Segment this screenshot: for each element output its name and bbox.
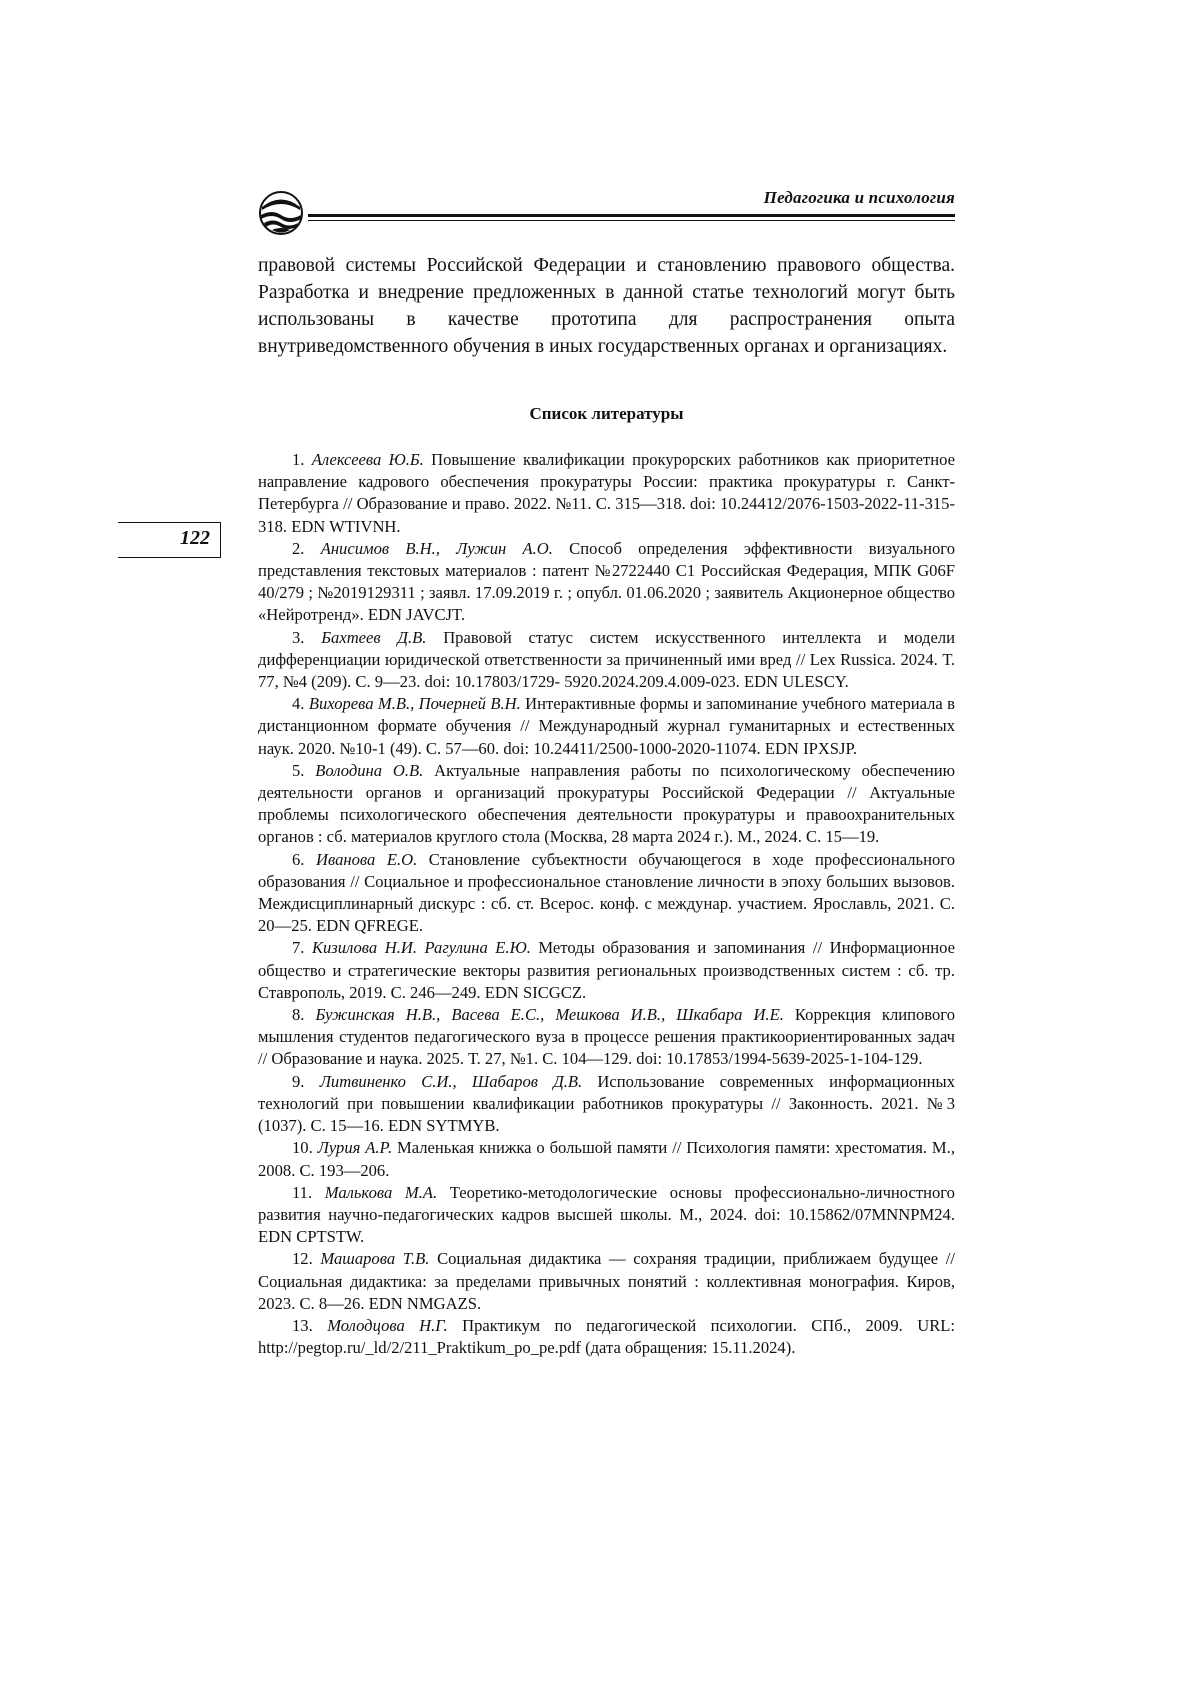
- reference-authors: Кизилова Н.И. Рагулина Е.Ю.: [311, 938, 531, 958]
- reference-number: 8.: [292, 1005, 305, 1025]
- reference-authors: Иванова Е.О.: [316, 849, 418, 869]
- header-rule-thin: [308, 220, 955, 221]
- reference-authors: Бахтеев Д.В.: [321, 627, 427, 647]
- reference-item: [258, 1315, 955, 1359]
- reference-text: Использование современных информационных технологий при повышении квалификации работников прокуратуры // Законность. 2021. №3 (1037). С. 15—16. EDN SYTMYB.: [258, 1071, 955, 1136]
- reference-text: Актуальные направления работы по психологическому обеспечению деятельности органов и организаций прокуратуры Российской Федерации // Актуальные проблемы психологического обеспечения деятельности прокуратуры и правоохранительных органов : сб. материалов круглого стола (Москва, 28 марта 2024 г.). М., 2024. С. 15—19.: [258, 760, 955, 847]
- header-rule-thick: [308, 214, 955, 217]
- reference-authors: Алексеева Ю.Б.: [311, 450, 424, 469]
- reference-number: 9.: [292, 1071, 305, 1091]
- reference-authors: Литвиненко С.И., Шабаров Д.В.: [319, 1071, 583, 1091]
- reference-number: 10.: [292, 1138, 313, 1158]
- reference-item: [258, 1182, 955, 1249]
- reference-item: [258, 1071, 955, 1138]
- reference-text: Социальная дидактика — сохраняя традиции, приближаем будущее // Социальная дидактика: за пределами привычных понятий : коллективная монография. Киров, 2023. С. 8—26. EDN NMGAZS.: [258, 1249, 955, 1313]
- reference-number: 7.: [292, 938, 305, 958]
- reference-item: [258, 627, 955, 694]
- reference-number: 4.: [292, 694, 305, 714]
- reference-text: Методы образования и запоминания // Информационное общество и стратегические векторы развития региональных производственных систем : сб. тр. Ставрополь, 2019. С. 246—249. EDN SICGCZ.: [258, 938, 955, 1002]
- reference-item: [258, 1137, 955, 1181]
- page-number: 122: [180, 527, 210, 549]
- reference-authors: Машарова Т.В.: [320, 1249, 430, 1269]
- reference-number: 5.: [292, 760, 305, 780]
- reference-authors: Малькова М.А.: [324, 1182, 438, 1202]
- reference-authors: Вихорева М.В., Почерней В.Н.: [308, 694, 521, 714]
- reference-number: 11.: [292, 1182, 313, 1202]
- page-number-box: [118, 522, 221, 558]
- reference-item: [258, 538, 955, 627]
- reference-text: Повышение квалификации прокурорских работников как приоритетное направление кадрового обеспечения прокуратуры России: практика прокуратуры г. Санкт-Петербурга // Образование и право. 2022. №11. С. 315—318. doi: 10.24412/2076-1503-2022-11-315-318. EDN WTIVNH.: [258, 450, 955, 536]
- reference-item: [258, 449, 955, 538]
- body-paragraph: правовой системы Российской Федерации и становлению правового общества. Разработка и внедрение предложенных в данной статье технологий могут быть использованы в качестве прототипа для распространения опыта внутриведомственного обучения в иных государственных органах и организациях.: [258, 255, 955, 357]
- reference-item: [258, 849, 955, 938]
- page-header: [258, 186, 955, 234]
- reference-item: [258, 760, 955, 849]
- reference-number: 13.: [292, 1315, 313, 1335]
- references-list: [258, 449, 955, 1359]
- reference-authors: Молодцова Н.Г.: [327, 1315, 448, 1335]
- reference-text: Коррекция клипового мышления студентов педагогического вуза в процессе решения практикоориентированных задач // Образование и наука. 2025. Т. 27, №1. С. 104—129. doi: 10.17853/1994-5639-2025-1-104-129.: [258, 1005, 955, 1069]
- reference-number: 12.: [292, 1249, 313, 1269]
- reference-text: Теоретико-методологические основы профессионально-личностного развития научно-педагогических кадров высшей школы. М., 2024. doi: 10.15862/07MNNPM24. EDN CPTSTW.: [258, 1182, 955, 1247]
- running-title: Педагогика и психология: [763, 188, 955, 207]
- reference-text: Правовой статус систем искусственного интеллекта и модели дифференциации юридической ответственности за причиненный ими вред // Lex Russica. 2024. Т. 77, №4 (209). С. 9—23. doi: 10.17803/1729- 5920.2024.209.4.009-023. EDN ULESCY.: [258, 627, 956, 692]
- reference-text: Способ определения эффективности визуального представления текстовых материалов : патент №2722440 C1 Российская Федерация, МПК G06F 40/279 ; №2019129311 ; заявл. 17.09.2019 г. ; опубл. 01.06.2020 ; заявитель Акционерное общество «Нейротренд». EDN JAVCJT.: [258, 538, 955, 625]
- reference-number: 6.: [292, 849, 305, 869]
- reference-item: [258, 1248, 955, 1315]
- journal-logo-icon: [258, 190, 304, 236]
- reference-authors: Лурия А.Р.: [317, 1138, 393, 1158]
- reference-authors: Бужинская Н.В., Васева Е.С., Мешкова И.В., Шкабара И.Е.: [315, 1005, 784, 1025]
- references-title: Список литературы: [529, 404, 684, 423]
- reference-text: Маленькая книжка о большой памяти // Психология памяти: хрестоматия. М., 2008. С. 193—206.: [258, 1138, 955, 1180]
- reference-item: [258, 1004, 955, 1071]
- reference-number: 3.: [292, 627, 305, 647]
- reference-authors: Володина О.В.: [315, 760, 424, 780]
- reference-text: Практикум по педагогической психологии. СПб., 2009. URL: http://pegtop.ru/_ld/2/211_Praktikum_po_pe.pdf (дата обращения: 15.11.2024).: [258, 1315, 956, 1358]
- reference-authors: Анисимов В.Н., Лужин А.О.: [320, 538, 553, 558]
- reference-number: 2.: [292, 538, 305, 558]
- reference-number: 1.: [292, 450, 305, 469]
- reference-text: Интерактивные формы и запоминание учебного материала в дистанционном формате обучения // Международный журнал гуманитарных и естественных наук. 2020. №10-1 (49). С. 57—60. doi: 10.24411/2500-1000-2020-11074. EDN IPXSJP.: [258, 694, 955, 758]
- reference-item: [258, 937, 955, 1004]
- reference-item: [258, 693, 955, 760]
- reference-text: Становление субъектности обучающегося в ходе профессионального образования // Социальное и профессиональное становление личности в эпоху больших вызовов. Междисциплинарный дискурс : сб. ст. Всерос. конф. с междунар. участием. Ярославль, 2021. С. 20—25. EDN QFREGE.: [258, 849, 955, 936]
